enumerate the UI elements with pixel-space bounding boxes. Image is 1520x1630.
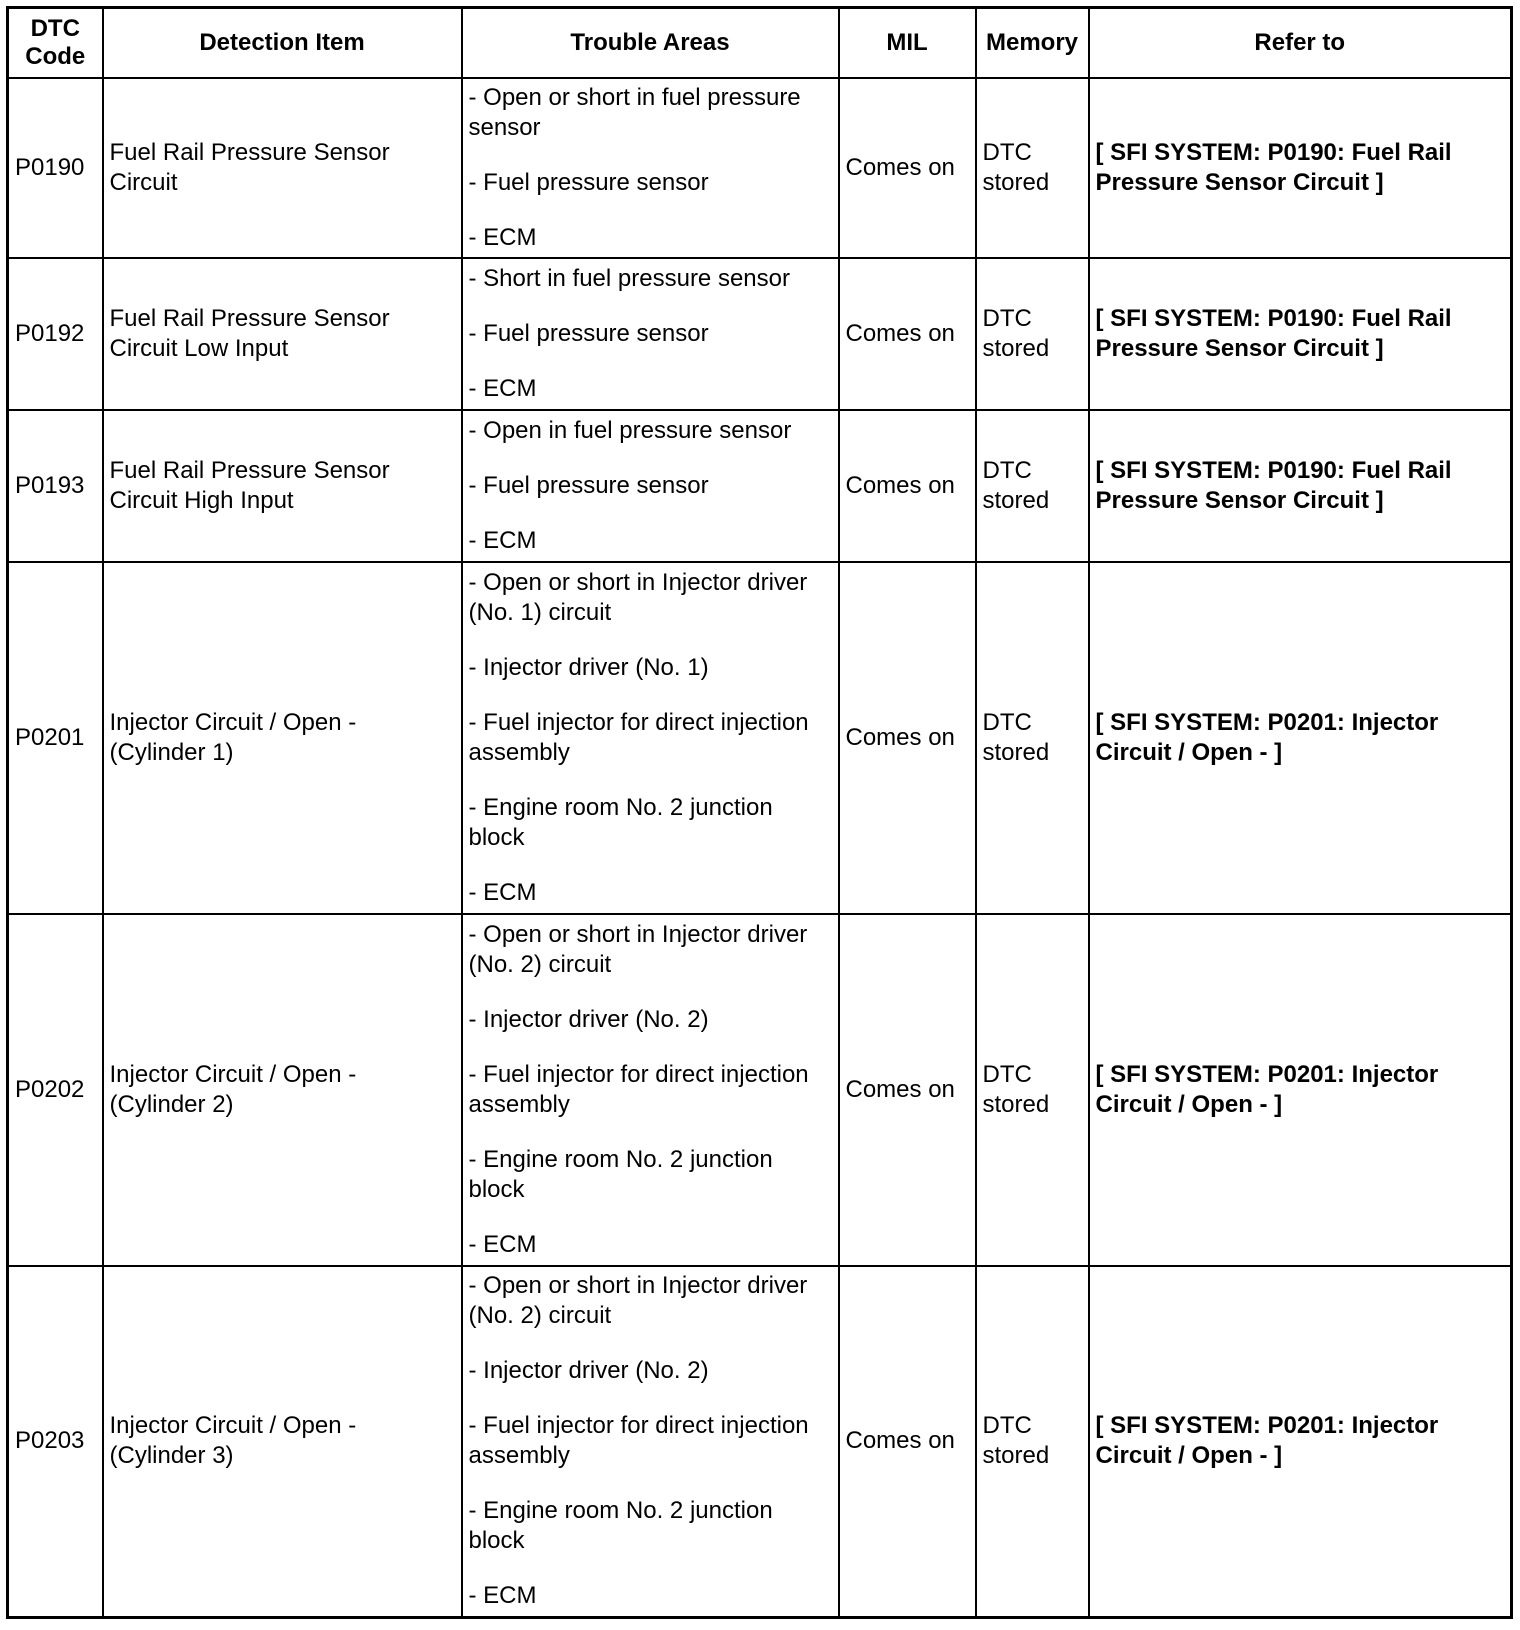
- trouble-area-item: - Fuel pressure sensor: [468, 168, 709, 196]
- trouble-area-item: - Open in fuel pressure sensor: [468, 416, 792, 444]
- memory-cell: DTC stored: [976, 562, 1089, 914]
- refer-to-link: [ SFI SYSTEM: P0190: Fuel Rail Pressure Sensor Circuit ]: [1089, 410, 1512, 562]
- trouble-area-item: - ECM: [468, 526, 537, 554]
- dtc-code-cell: P0201: [8, 562, 103, 914]
- table-row: [8, 1266, 1512, 1618]
- table-body: [8, 78, 1512, 1618]
- refer-to-link: [ SFI SYSTEM: P0190: Fuel Rail Pressure Sensor Circuit ]: [1089, 258, 1512, 410]
- header-dtc-code: DTC Code: [8, 8, 103, 78]
- dtc-code-cell: P0202: [8, 914, 103, 1266]
- trouble-area-item: - Open or short in Injector driver (No. 1) circuit: [468, 568, 808, 626]
- trouble-area-item: - ECM: [468, 1582, 537, 1610]
- trouble-area-item: - Fuel injector for direct injection assembly: [468, 708, 809, 766]
- header-detection-item: Detection Item: [103, 8, 462, 78]
- trouble-area-item: - ECM: [468, 374, 537, 402]
- memory-cell: DTC stored: [976, 78, 1089, 258]
- trouble-area-item: - Fuel injector for direct injection assembly: [468, 1060, 809, 1118]
- header-memory: Memory: [976, 8, 1089, 78]
- trouble-areas-cell: [462, 410, 839, 562]
- refer-to-link: [ SFI SYSTEM: P0201: Injector Circuit / Open - ]: [1089, 1266, 1512, 1618]
- detection-item-cell: Fuel Rail Pressure Sensor Circuit High Input: [103, 410, 462, 562]
- mil-cell: Comes on: [839, 914, 976, 1266]
- trouble-area-item: - Open or short in Injector driver (No. 2) circuit: [468, 1272, 808, 1330]
- trouble-area-item: - Engine room No. 2 junction block: [468, 793, 773, 851]
- refer-to-link: [ SFI SYSTEM: P0201: Injector Circuit / Open - ]: [1089, 914, 1512, 1266]
- trouble-area-item: - Injector driver (No. 1): [468, 653, 709, 681]
- mil-cell: Comes on: [839, 258, 976, 410]
- dtc-table: [6, 6, 1513, 1619]
- dtc-table-sheet: [6, 6, 1510, 1619]
- trouble-area-item: - ECM: [468, 878, 537, 906]
- mil-cell: Comes on: [839, 78, 976, 258]
- trouble-area-item: - ECM: [468, 223, 537, 251]
- trouble-area-item: - Open or short in fuel pressure sensor: [468, 83, 801, 141]
- table-row: [8, 78, 1512, 258]
- table-row: [8, 914, 1512, 1266]
- trouble-area-item: - ECM: [468, 1230, 537, 1258]
- table-row: [8, 562, 1512, 914]
- trouble-areas-cell: [462, 78, 839, 258]
- trouble-area-item: - Open or short in Injector driver (No. 2) circuit: [468, 920, 808, 978]
- trouble-area-item: - Engine room No. 2 junction block: [468, 1145, 773, 1203]
- trouble-area-item: - Fuel pressure sensor: [468, 471, 709, 499]
- trouble-areas-cell: [462, 258, 839, 410]
- mil-cell: Comes on: [839, 1266, 976, 1618]
- refer-to-link: [ SFI SYSTEM: P0201: Injector Circuit / Open - ]: [1089, 562, 1512, 914]
- mil-cell: Comes on: [839, 562, 976, 914]
- dtc-code-cell: P0190: [8, 78, 103, 258]
- dtc-code-cell: P0203: [8, 1266, 103, 1618]
- mil-cell: Comes on: [839, 410, 976, 562]
- memory-cell: DTC stored: [976, 914, 1089, 1266]
- detection-item-cell: Injector Circuit / Open - (Cylinder 3): [103, 1266, 462, 1618]
- memory-cell: DTC stored: [976, 258, 1089, 410]
- trouble-area-item: - Injector driver (No. 2): [468, 1005, 709, 1033]
- detection-item-cell: Fuel Rail Pressure Sensor Circuit Low Input: [103, 258, 462, 410]
- trouble-area-item: - Engine room No. 2 junction block: [468, 1497, 773, 1555]
- table-header-row: [8, 8, 1512, 78]
- dtc-code-cell: P0193: [8, 410, 103, 562]
- memory-cell: DTC stored: [976, 410, 1089, 562]
- table-row: [8, 410, 1512, 562]
- trouble-areas-cell: [462, 562, 839, 914]
- trouble-area-item: - Fuel injector for direct injection assembly: [468, 1412, 809, 1470]
- detection-item-cell: Injector Circuit / Open - (Cylinder 1): [103, 562, 462, 914]
- trouble-area-item: - Fuel pressure sensor: [468, 319, 709, 347]
- header-trouble-areas: Trouble Areas: [462, 8, 839, 78]
- header-refer-to: Refer to: [1089, 8, 1512, 78]
- header-mil: MIL: [839, 8, 976, 78]
- detection-item-cell: Fuel Rail Pressure Sensor Circuit: [103, 78, 462, 258]
- memory-cell: DTC stored: [976, 1266, 1089, 1618]
- table-row: [8, 258, 1512, 410]
- dtc-code-cell: P0192: [8, 258, 103, 410]
- trouble-areas-cell: [462, 1266, 839, 1618]
- trouble-areas-cell: [462, 914, 839, 1266]
- trouble-area-item: - Injector driver (No. 2): [468, 1357, 709, 1385]
- detection-item-cell: Injector Circuit / Open - (Cylinder 2): [103, 914, 462, 1266]
- trouble-area-item: - Short in fuel pressure sensor: [468, 264, 790, 292]
- refer-to-link: [ SFI SYSTEM: P0190: Fuel Rail Pressure Sensor Circuit ]: [1089, 78, 1512, 258]
